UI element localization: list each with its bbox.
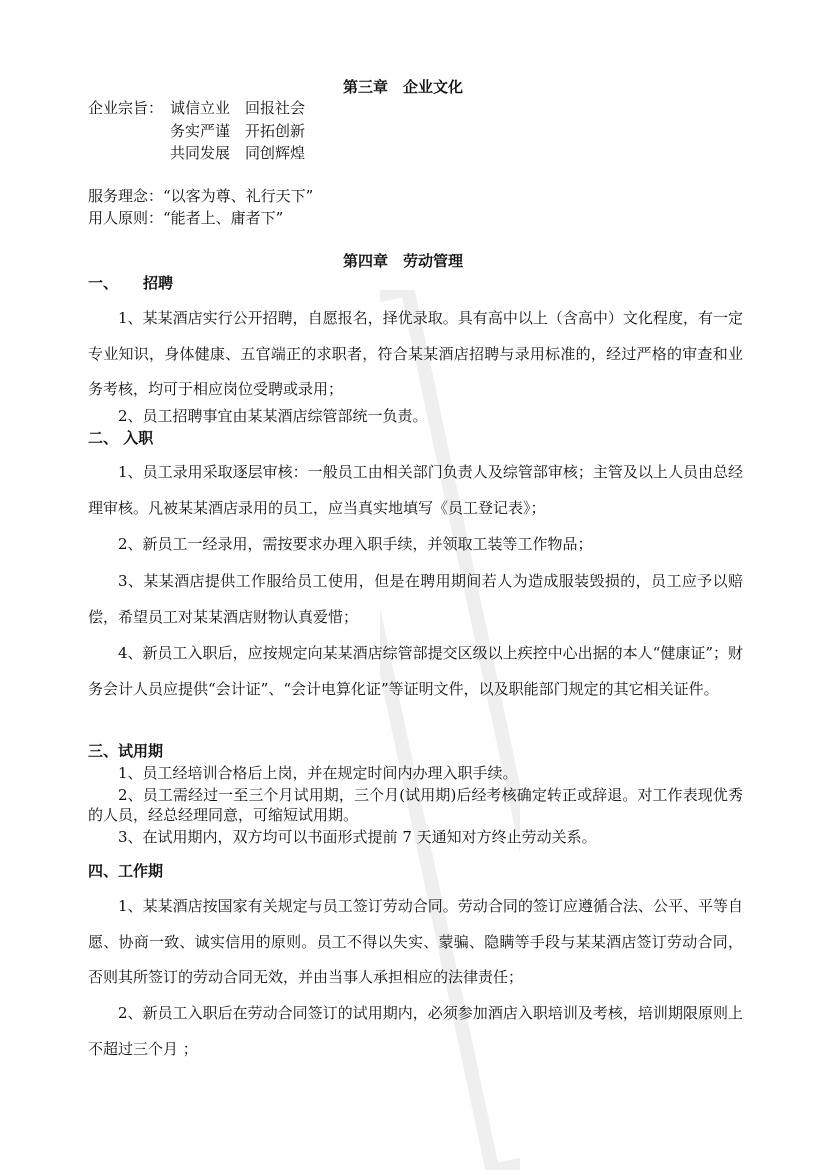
- section3-paragraph: 3、在试用期内，双方均可以书面形式提前 7 天通知对方终止劳动关系。: [118, 828, 597, 846]
- section4-paragraph: 2、新员工入职后在劳动合同签订的试用期内，必须参加酒店入职培训及考核，培训期限原则上不超过三个月 ；: [88, 1004, 743, 1058]
- section2-heading: 二、 入职: [88, 429, 154, 447]
- section1-paragraph: 1、某某酒店实行公开招聘，自愿报名，择优录取。具有高中以上（含高中）文化程度，有一定专业知识，身体健康、五官端正的求职者，符合某某酒店招聘与录用标准的，经过严格的审查和业务考核，均可于相应岗位受聘或录用；: [88, 309, 743, 398]
- section3-heading: 三、试用期: [88, 742, 164, 760]
- section2-paragraph: 2、新员工一经录用，需按要求办理入职手续，并领取工装等工作物品；: [118, 535, 593, 553]
- service-concept: 服务理念：“以客为尊、礼行天下”: [88, 187, 314, 205]
- tenet-line: 共同发展 同创辉煌: [170, 144, 306, 162]
- tenet-line: 务实严谨 开拓创新: [170, 122, 306, 140]
- hiring-principle: 用人原则：“能者上、庸者下”: [88, 209, 284, 227]
- section1-number: 一、: [88, 274, 119, 292]
- section3-paragraph: 1、员工经培训合格后上岗，并在规定时间内办理入职手续。: [118, 764, 518, 782]
- section1-paragraph: 2、员工招聘事宜由某某酒店综管部统一负责。: [118, 407, 428, 425]
- tenet-label: 企业宗旨：: [88, 99, 164, 117]
- section1-heading: 招聘: [143, 274, 174, 292]
- section2-paragraph: 1、员工录用采取逐层审核：一般员工由相关部门负责人及综管部审核；主管及以上人员由总经理审核。凡被某某酒店录用的员工，应当真实地填写《员工登记表》；: [88, 463, 743, 517]
- chapter3-title: 第三章 企业文化: [343, 78, 464, 96]
- section3-paragraph: 2、员工需经过一至三个月试用期，三个月(试用期)后经考核确定转正或辞退。对工作表现优秀的人员，经总经理同意，可缩短试用期。: [88, 786, 743, 824]
- tenet-line: 诚信立业 回报社会: [170, 99, 306, 117]
- section2-paragraph: 4、新员工入职后，应按规定向某某酒店综管部提交区级以上疾控中心出据的本人“健康证”；财务会计人员应提供“会计证”、“会计电算化证”等证明文件，以及职能部门规定的其它相关证件。: [88, 644, 743, 698]
- section4-paragraph: 1、某某酒店按国家有关规定与员工签订劳动合同。劳动合同的签订应遵循合法、公平、平等自愿、协商一致、诚实信用的原则。员工不得以失实、蒙骗、隐瞒等手段与某某酒店签订劳动合同，否则其所签订的劳动合同无效，并由当事人承担相应的法律责任；: [88, 897, 743, 986]
- section4-heading: 四、工作期: [88, 862, 164, 880]
- section2-paragraph: 3、某某酒店提供工作服给员工使用，但是在聘用期间若人为造成服装毁损的，员工应予以赔偿，希望员工对某某酒店财物认真爱惜；: [88, 572, 743, 626]
- chapter4-title: 第四章 劳动管理: [343, 252, 464, 270]
